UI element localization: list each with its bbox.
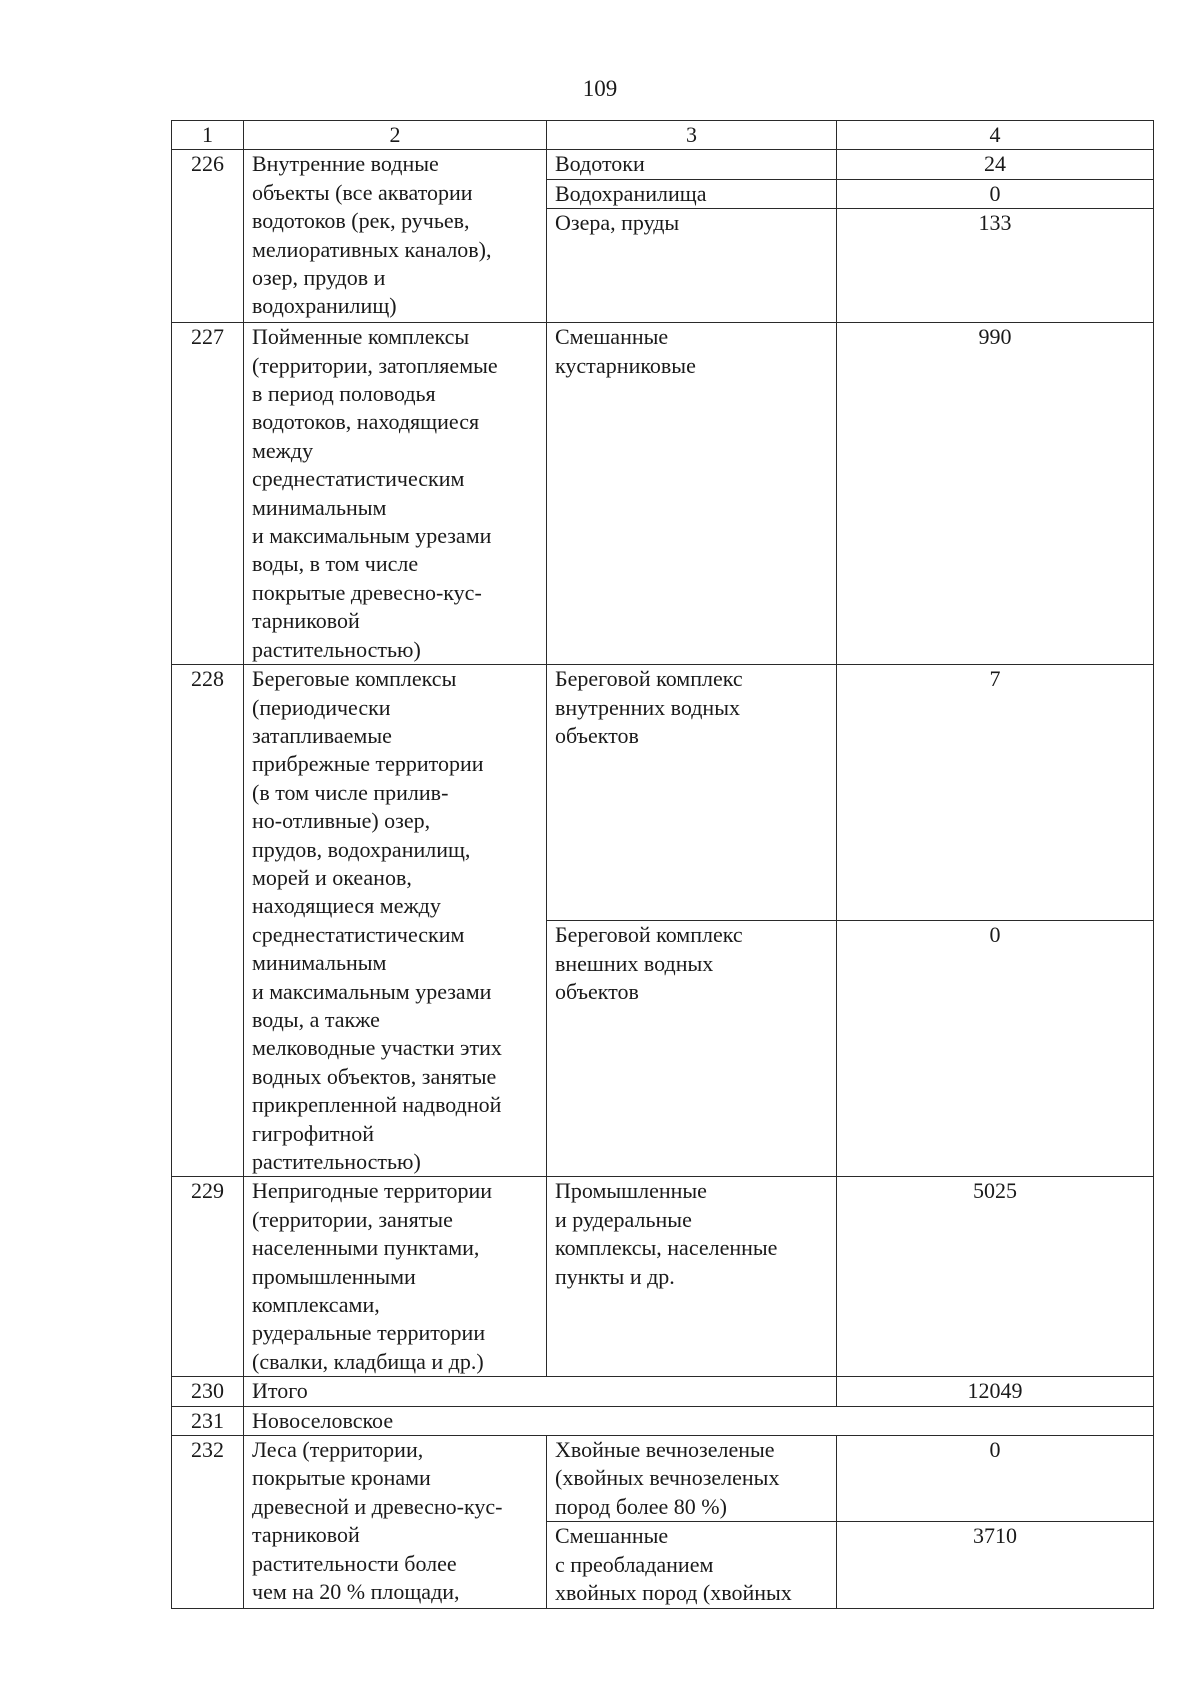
sub-value: 990 xyxy=(837,323,1154,665)
row-description: Береговые комплексы (периодически затапливаемые прибрежные территории (в том числе прилив- но-отливные) озер, прудов, водохранилищ, морей и океанов, находящиеся между среднестатистическим минимальным и максимальным урезами воды, а также мелководные участки этих водных объектов, занятые прикрепленной надводной гигрофитной растительностью) xyxy=(244,665,547,1177)
total-label: Итого xyxy=(244,1377,837,1406)
row-number: 227 xyxy=(172,323,244,665)
sub-type: Хвойные вечнозеленые (хвойных вечнозеленых пород более 80 %) xyxy=(547,1436,837,1522)
header-row xyxy=(172,121,1154,150)
table-row xyxy=(172,1436,1154,1522)
table-row xyxy=(172,1177,1154,1377)
sub-type: Береговой комплекс внешних водных объектов xyxy=(547,921,837,1177)
sub-value: 7 xyxy=(837,665,1154,921)
sub-type: Береговой комплекс внутренних водных объектов xyxy=(547,665,837,921)
header-cell-2: 2 xyxy=(244,121,547,150)
sub-value: 5025 xyxy=(837,1177,1154,1377)
row-number: 232 xyxy=(172,1436,244,1608)
row-number: 229 xyxy=(172,1177,244,1377)
table-row xyxy=(172,150,1154,179)
row-number: 231 xyxy=(172,1406,244,1435)
total-row xyxy=(172,1377,1154,1406)
sub-value: 3710 xyxy=(837,1522,1154,1608)
land-category-table xyxy=(171,120,1154,1609)
sub-type: Водотоки xyxy=(547,150,837,179)
section-label: Новоселовское xyxy=(244,1406,1154,1435)
sub-type: Водохранилища xyxy=(547,179,837,208)
sub-value: 0 xyxy=(837,921,1154,1177)
sub-type: Озера, пруды xyxy=(547,209,837,323)
sub-value: 0 xyxy=(837,179,1154,208)
table-row xyxy=(172,665,1154,921)
row-description: Непригодные территории (территории, занятые населенными пунктами, промышленными комплексами, рудеральные территории (свалки, кладбища и др.) xyxy=(244,1177,547,1377)
sub-type: Смешанные кустарниковые xyxy=(547,323,837,665)
row-description: Леса (территории, покрытые кронами древесной и древесно-кус- тарниковой растительности более чем на 20 % площади, xyxy=(244,1436,547,1608)
sub-value: 0 xyxy=(837,1436,1154,1522)
section-row xyxy=(172,1406,1154,1435)
table-row xyxy=(172,323,1154,665)
total-value: 12049 xyxy=(837,1377,1154,1406)
sub-type: Смешанные с преобладанием хвойных пород (хвойных xyxy=(547,1522,837,1608)
header-cell-4: 4 xyxy=(837,121,1154,150)
row-description: Внутренние водные объекты (все акватории водотоков (рек, ручьев, мелиоративных каналов), озер, прудов и водохранилищ) xyxy=(244,150,547,323)
row-description: Пойменные комплексы (территории, затопляемые в период половодья водотоков, находящиеся между среднестатистическим минимальным и максимальным урезами воды, в том числе покрытые древесно-кус- тарниковой растительностью) xyxy=(244,323,547,665)
sub-type: Промышленные и рудеральные комплексы, населенные пункты и др. xyxy=(547,1177,837,1377)
header-cell-3: 3 xyxy=(547,121,837,150)
page-number: 109 xyxy=(582,76,618,101)
sub-value: 133 xyxy=(837,209,1154,323)
sub-value: 24 xyxy=(837,150,1154,179)
row-number: 226 xyxy=(172,150,244,323)
row-number: 230 xyxy=(172,1377,244,1406)
header-cell-1: 1 xyxy=(172,121,244,150)
row-number: 228 xyxy=(172,665,244,1177)
